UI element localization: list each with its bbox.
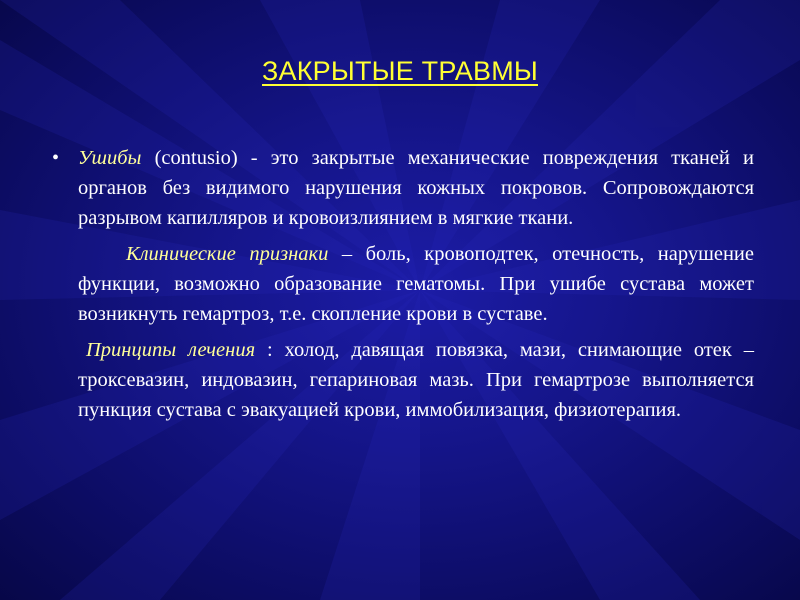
slide-body <box>52 143 755 431</box>
term-contusion: Ушибы <box>78 147 142 169</box>
term-treatment: Принципы лечения <box>86 339 256 361</box>
paragraph-treatment <box>78 335 754 425</box>
term-clinical-signs: Клинические признаки <box>126 243 329 265</box>
bullet-icon: • <box>52 147 60 169</box>
paragraph-contusion <box>52 143 754 233</box>
paragraph-contusion-text: (contusio) - это закрытые механические повреждения тканей и органов без видимого нарушения кожных покровов. Сопровождаются разрывом капилляров и кровоизлиянием в мягкие ткани. <box>78 147 754 229</box>
paragraph-clinical-signs <box>78 239 754 329</box>
paragraph-clinical-signs-text: – боль, кровоподтек, отечность, нарушение функции, возможно образование гематомы. При ушибе сустава может возникнуть гемартроз, т.е. скопление крови в суставе. <box>78 243 755 325</box>
slide-title: ЗАКРЫТЫЕ ТРАВМЫ <box>262 56 538 86</box>
paragraph-treatment-text: : холод, давящая повязка, мази, снимающие отек – троксевазин, индовазин, гепариновая мазь. При гемартрозе выполняется пункция сустава с эвакуацией крови, иммобилизация, физиотерапия. <box>78 339 754 421</box>
